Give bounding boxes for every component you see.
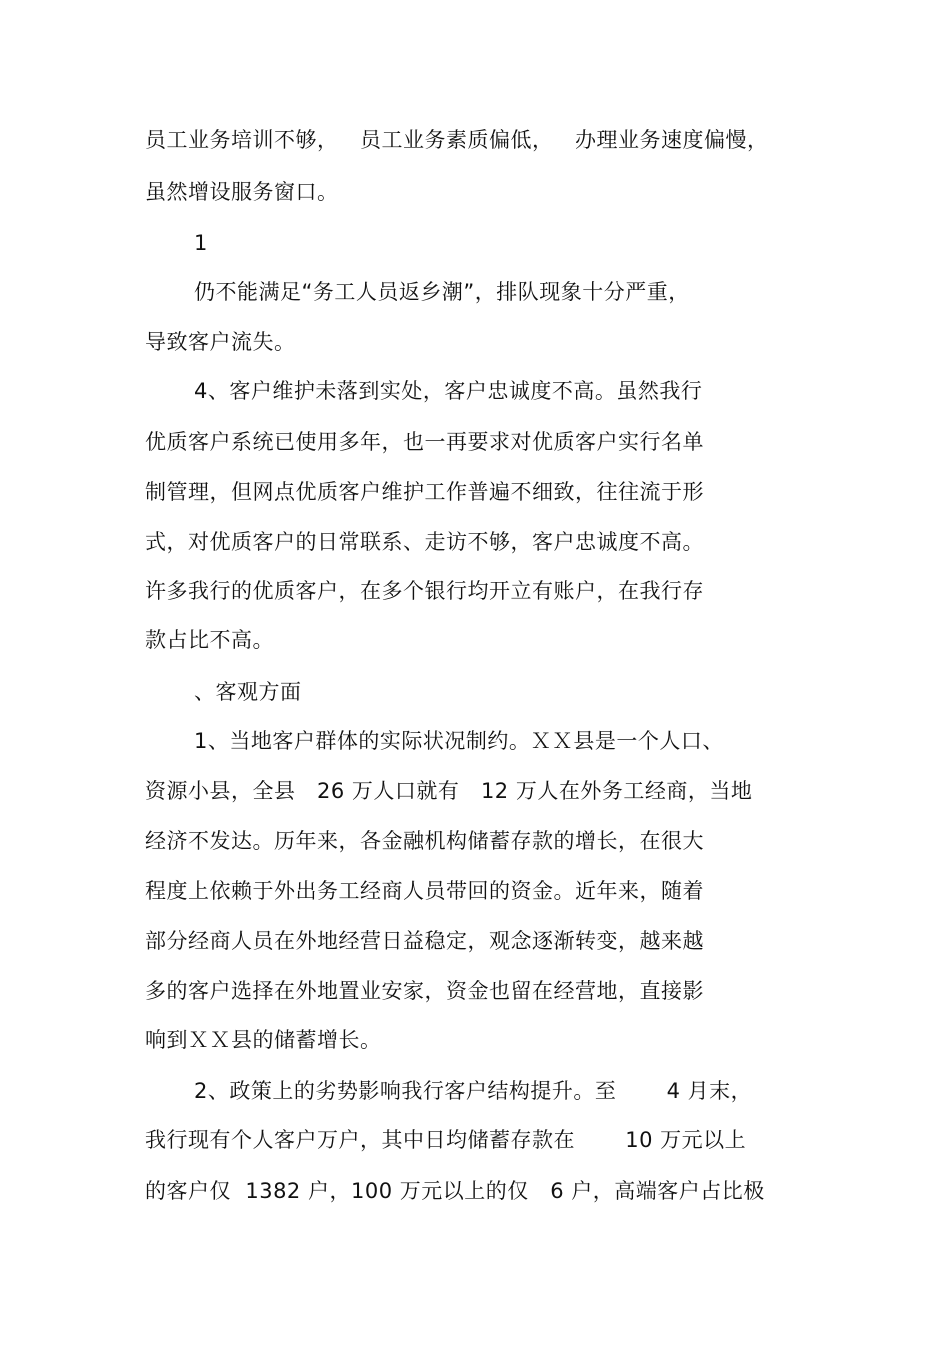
text-line: 式，对优质客户的日常联系、走访不够，客户忠诚度不高。 [145,530,704,554]
text-line: 1、当地客户群体的实际状况制约。ＸＸ县是一个人口、 [194,729,724,753]
text-line: 许多我行的优质客户，在多个银行均开立有账户，在我行存 [145,579,704,603]
text-line: 响到ＸＸ县的储蓄增长。 [145,1028,382,1052]
text-line: 多的客户选择在外地置业安家，资金也留在经营地，直接影 [145,979,704,1003]
text-line: 优质客户系统已使用多年，也一再要求对优质客户实行名单 [145,430,704,454]
section-heading: 、客观方面 [194,680,302,704]
text-line: 2、政策上的劣势影响我行客户结构提升。至 4 月末， [194,1079,753,1103]
text-line: 员工业务培训不够， 员工业务素质偏低， 办理业务速度偏慢， [145,128,769,152]
text-line: 经济不发达。历年来，各金融机构储蓄存款的增长，在很大 [145,829,704,853]
text-line: 仍不能满足“务工人员返乡潮”，排队现象十分严重， [194,280,690,304]
text-line: 部分经商人员在外地经营日益稳定，观念逐渐转变，越来越 [145,929,704,953]
text-line: 款占比不高。 [145,628,274,652]
text-line: 制管理，但网点优质客户维护工作普遍不细致，往往流于形 [145,480,704,504]
text-line: 导致客户流失。 [145,330,296,354]
text-line: 的客户仅 1382 户，100 万元以上的仅 6 户，高端客户占比极 [145,1179,765,1203]
text-line: 程度上依赖于外出务工经商人员带回的资金。近年来，随着 [145,879,704,903]
text-line: 资源小县，全县 26 万人口就有 12 万人在外务工经商，当地 [145,779,753,803]
text-line: 我行现有个人客户万户，其中日均储蓄存款在 10 万元以上 [145,1128,747,1152]
text-line: 4、客户维护未落到实处，客户忠诚度不高。虽然我行 [194,379,703,403]
page-number: 1 [194,231,208,255]
text-line: 虽然增设服务窗口。 [145,180,339,204]
